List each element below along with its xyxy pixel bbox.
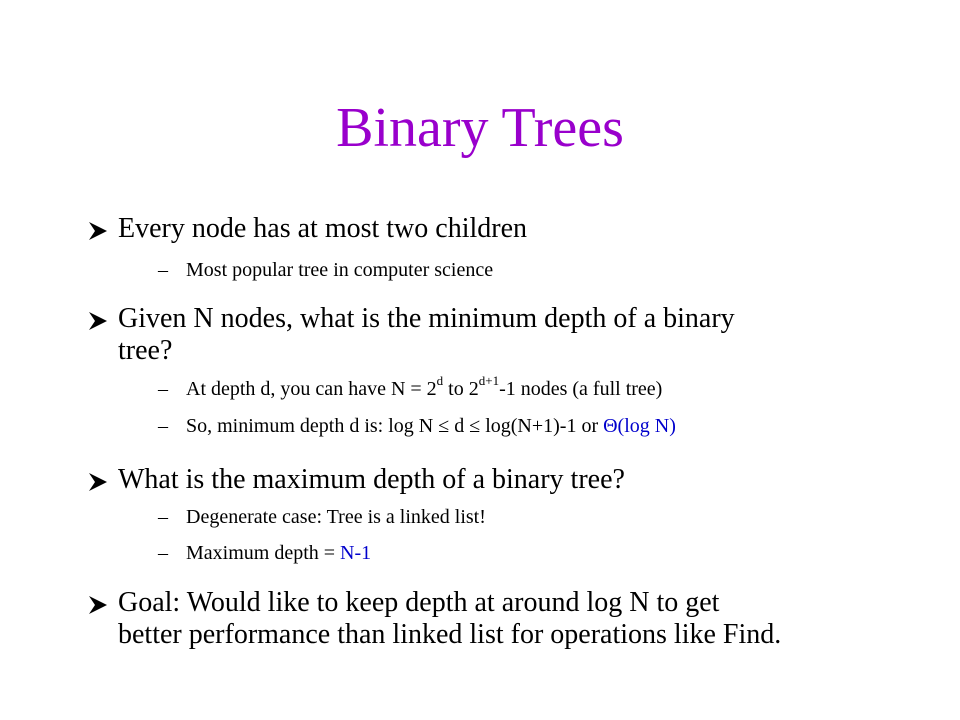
superscript: d [436,373,444,389]
superscript: d+1 [478,373,500,389]
bullet-3 [88,464,888,496]
sub-bullet-2-2-text [186,414,878,438]
bullet-4-line-2: better performance than linked list for operations like Find. [118,619,782,650]
text-part: -1 nodes (a full tree) [499,378,663,400]
sub-bullet-2-1 [158,373,878,401]
dash-marker: – [158,506,168,528]
highlighted-text: Θ(log N) [603,415,676,437]
sub-bullet-1-1 [158,258,878,282]
dash-marker: – [158,259,168,281]
right-arrowhead-icon [88,587,112,615]
bullet-2-line-1: Given N nodes, what is the minimum depth of a binary [118,303,735,334]
text-part: So, minimum depth d is: log N ≤ d ≤ log(N+1)-1 or [186,415,604,437]
sub-bullet-1-1-text: Most popular tree in computer science [186,259,494,281]
dash-marker: – [158,415,168,437]
bullet-4-text [118,587,908,651]
sub-bullet-2-1-text [186,373,878,401]
bullet-2-line-2: tree? [118,335,173,366]
bullet-2-text [118,303,888,367]
bullet-1 [88,213,888,245]
sub-bullet-3-2 [158,541,878,565]
slide-title: Binary Trees [336,97,624,159]
text-part: Maximum depth = [186,542,341,564]
sub-bullet-3-1 [158,505,878,529]
right-arrowhead-icon [88,303,112,331]
bullet-4 [88,587,908,651]
bullet-3-text: What is the maximum depth of a binary tree? [118,464,625,495]
right-arrowhead-icon [88,213,112,241]
sub-bullet-2-2 [158,414,878,438]
bullet-2 [88,303,888,367]
bullet-1-text: Every node has at most two children [118,213,528,244]
text-part: to 2 [443,378,479,400]
text-part: At depth d, you can have N = 2 [186,378,437,400]
sub-bullet-3-2-text [186,541,878,565]
bullet-4-line-1: Goal: Would like to keep depth at around log N to get [118,587,720,618]
highlighted-text: N-1 [340,542,372,564]
right-arrowhead-icon [88,464,112,492]
dash-marker: – [158,378,168,400]
dash-marker: – [158,542,168,564]
sub-bullet-3-1-text: Degenerate case: Tree is a linked list! [186,506,486,528]
